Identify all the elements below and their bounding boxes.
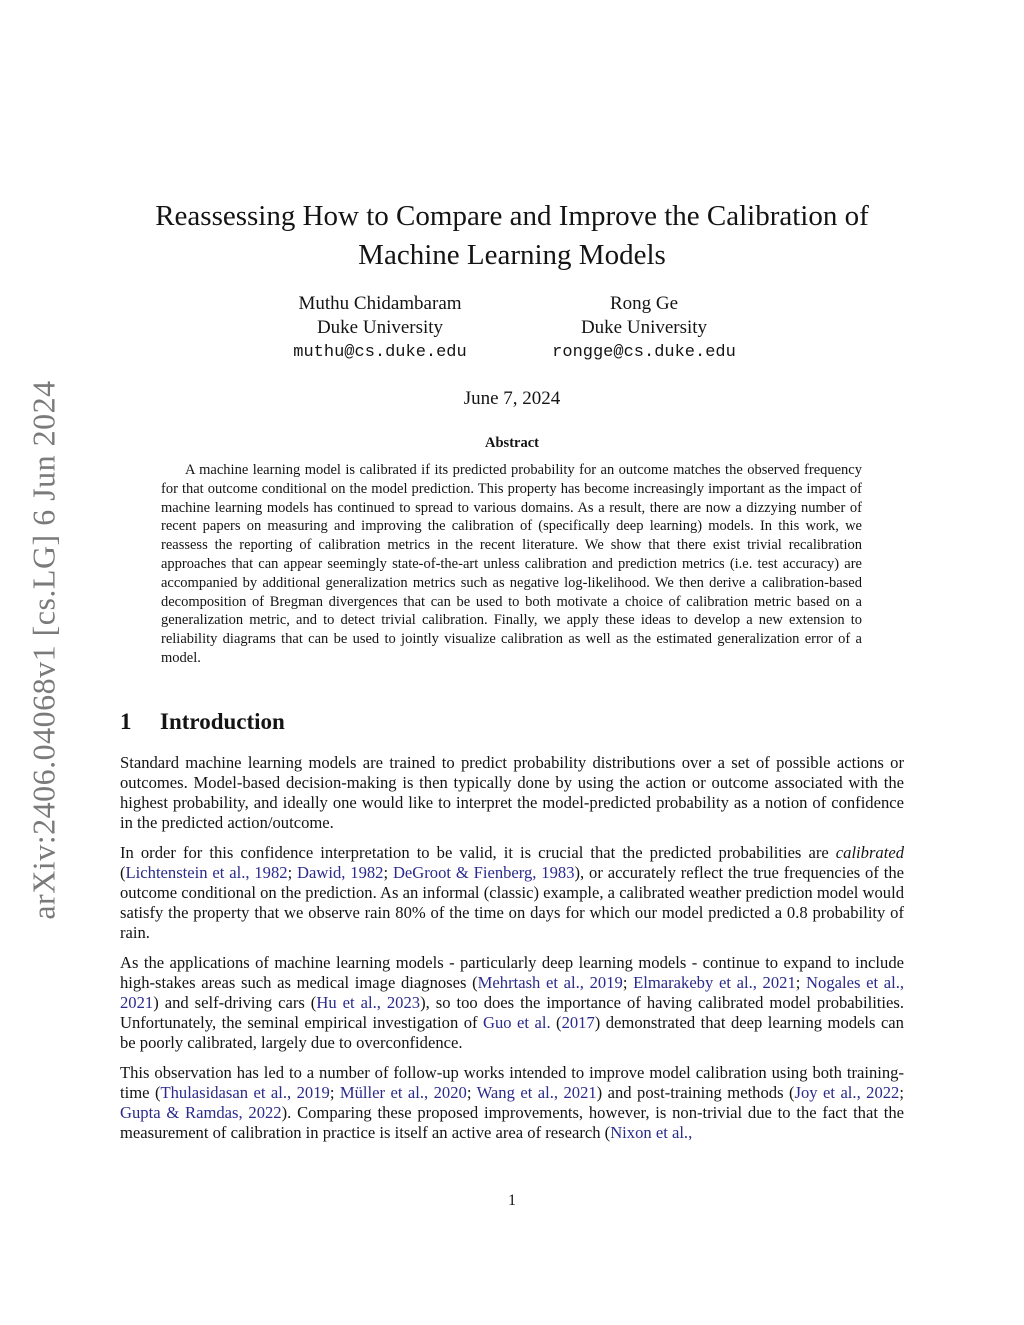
author-email: rongge@cs.duke.edu — [552, 343, 736, 362]
author-affiliation: Duke University — [316, 317, 444, 338]
abstract-heading: Abstract — [485, 435, 539, 451]
citation-link[interactable]: Wang et al., 2021 — [476, 1083, 597, 1102]
title-line-2: Machine Learning Models — [358, 239, 666, 272]
citation-link[interactable]: 2017 — [561, 1013, 595, 1032]
paper-title — [120, 197, 904, 275]
paragraph-4 — [120, 1063, 904, 1143]
citation-link[interactable]: Lichtenstein et al., 1982 — [125, 863, 288, 882]
text: ; — [287, 863, 298, 882]
citation-link[interactable]: Müller et al., 2020 — [339, 1083, 467, 1102]
publication-date: June 7, 2024 — [463, 388, 561, 409]
text: ; — [383, 863, 393, 882]
citation-link[interactable]: Elmarakeby et al., 2021 — [633, 973, 796, 992]
citation-link[interactable]: Dawid, 1982 — [297, 863, 384, 882]
section-number: 1 — [120, 709, 132, 734]
abstract-text: A machine learning model is calibrated if its predicted probability for an outcome matches the observed frequency for that outcome conditional on the model prediction. This property has become increasingly important as the impact of machine learning models has continued to spread to various domains. As a result, there are now a dizzying number of recent papers on measuring and improving the calibration of (specifically deep learning) models. In this work, we reassess the reporting of calibration metrics in the recent literature. We show that there exist trivial recalibration approaches that can appear seemingly state-of-the-art unless calibration and prediction metrics (i.e. test accuracy) are accompanied by additional generalization metrics such as negative log-likelihood. We then derive a calibration-based decomposition of Bregman divergences that can be used to both motivate a choice of calibration metric based on a generalization metric, and to detect trivial calibration. Finally, we apply these ideas to develop a new extension to reliability diagrams that can be used to jointly visualize calibration as well as the estimated generalization error of a model. — [161, 462, 862, 666]
author-block-2 — [514, 292, 774, 365]
text: ), or accurately reflect the true frequencies of the outcome conditional on the prediction. As an informal (classic) example, a calibrated weather prediction model would satisfy the property that we observe rain 80% of the time on days for which our model predicted a 0.8 probability of rain. — [120, 863, 905, 942]
text: As the applications of machine learning models - particularly deep learning models - continue to expand to include high-stakes areas such as medical image diagnoses ( — [120, 953, 904, 992]
text: ). Comparing these proposed improvements, however, is non-trivial due to the fact that the measurement of calibration in practice is itself an active area of research ( — [120, 1103, 905, 1142]
author-name: Rong Ge — [609, 293, 679, 314]
section-heading-introduction — [120, 709, 285, 735]
author-affiliation: Duke University — [580, 317, 708, 338]
text: ) and self-driving cars ( — [153, 993, 317, 1012]
text: This observation has led to a number of follow-up works intended to improve model calibration using both training-time ( — [120, 1063, 904, 1102]
citation-link[interactable]: Mehrtash et al., 2019 — [477, 973, 623, 992]
title-line-1: Reassessing How to Compare and Improve the Calibration of — [155, 200, 869, 233]
text: ) and post-training methods ( — [596, 1083, 795, 1102]
citation-link[interactable]: Thulasidasan et al., 2019 — [160, 1083, 330, 1102]
text: ), so too does the importance of having calibrated model probabilities. Unfortunately, the seminal empirical investigation of — [120, 993, 904, 1032]
introduction-body — [120, 753, 904, 1153]
page-number: 1 — [508, 1192, 516, 1209]
paragraph-2 — [120, 843, 904, 943]
citation-link[interactable]: Nixon et al., — [610, 1123, 693, 1142]
text: ; — [329, 1083, 340, 1102]
author-name: Muthu Chidambaram — [298, 293, 462, 314]
paragraph-1: Standard machine learning models are trained to predict probability distributions over a set of possible actions or outcomes. Model-based decision-making is then typically done by using the action or outcome associated with the highest probability, and ideally one would like to interpret the model-predicted probability as a notion of confidence in the predicted action/outcome. — [120, 753, 904, 832]
text: In order for this confidence interpretation to be valid, it is crucial that the predicted probabilities are — [120, 843, 836, 862]
text: ; — [899, 1083, 904, 1102]
citation-link[interactable]: Nogales et al., 2021 — [120, 973, 905, 1012]
citation-link[interactable]: DeGroot & Fienberg, 1983 — [392, 863, 575, 882]
text: ; — [466, 1083, 477, 1102]
text: ( — [120, 863, 126, 882]
citation-link[interactable]: Joy et al., 2022 — [794, 1083, 900, 1102]
author-block-1 — [250, 292, 510, 365]
citation-link[interactable]: Hu et al., 2023 — [316, 993, 421, 1012]
paragraph-3 — [120, 953, 904, 1053]
section-title: Introduction — [160, 709, 285, 734]
text: ) demonstrated that deep learning models can be poorly calibrated, largely due to overconfidence. — [120, 1013, 904, 1052]
emphasis-calibrated: calibrated — [835, 843, 904, 862]
text: ; — [795, 973, 807, 992]
author-email: muthu@cs.duke.edu — [293, 343, 467, 362]
text: ( — [550, 1013, 562, 1032]
citation-link[interactable]: Gupta & Ramdas, 2022 — [120, 1103, 282, 1122]
arxiv-identifier-stamp: arXiv:2406.04068v1 [cs.LG] 6 Jun 2024 — [25, 380, 62, 920]
citation-link[interactable]: Guo et al. — [483, 1013, 551, 1032]
text: ; — [622, 973, 634, 992]
